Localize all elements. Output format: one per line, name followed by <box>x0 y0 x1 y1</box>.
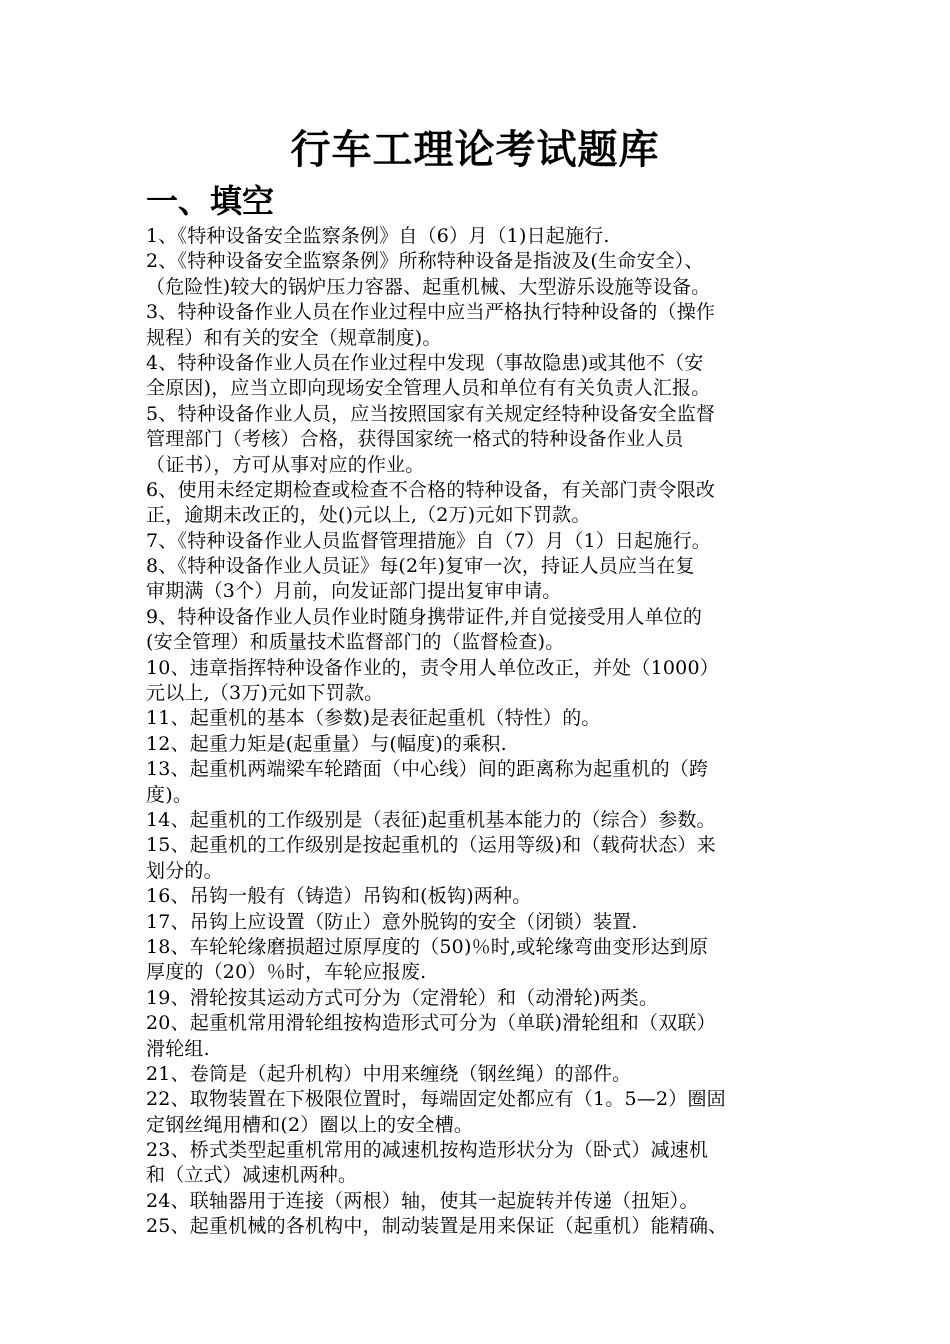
question-line: （证书），方可从事对应的作业。 <box>146 453 425 476</box>
question-line: 度)。 <box>146 783 193 806</box>
question-line: 6、使用未经定期检查或检查不合格的特种设备，有关部门责令限改 <box>146 478 716 501</box>
question-item <box>146 732 806 757</box>
question-item <box>146 529 806 554</box>
question-item <box>146 833 806 884</box>
question-item <box>146 1189 806 1214</box>
question-line: 8、《特种设备作业人员证》每(2年)复审一次，持证人员应当在复 <box>146 555 695 578</box>
question-line: 全原因)，应当立即向现场安全管理人员和单位有有关负责人汇报。 <box>146 377 711 400</box>
question-line: 审期满（3个）月前，向发证部门提出复审申请。 <box>146 580 562 603</box>
question-item <box>146 1138 806 1189</box>
question-line: 10、违章指挥特种设备作业的，责令用人单位改正，并处（1000） <box>146 656 719 679</box>
question-item <box>146 808 806 833</box>
question-line: 正，逾期未改正的，处()元以上,（2万)元如下罚款。 <box>146 504 591 527</box>
question-item <box>146 656 806 707</box>
question-line: 22、取物装置在下极限位置时，每端固定处都应有（1。5—2）圈固 <box>146 1088 726 1111</box>
question-line: 11、起重机的基本（参数)是表征起重机（特性）的。 <box>146 707 601 730</box>
question-item <box>146 884 806 909</box>
question-line: 18、车轮轮缘磨损超过原厚度的（50)％时,或轮缘弯曲变形达到原 <box>146 935 709 958</box>
question-line: 14、起重机的工作级别是（表征)起重机基本能力的（综合）参数。 <box>146 808 716 831</box>
question-item <box>146 249 806 300</box>
question-item <box>146 402 806 478</box>
question-item <box>146 935 806 986</box>
question-item <box>146 224 806 249</box>
question-item <box>146 605 806 656</box>
question-line: 20、起重机常用滑轮组按构造形式可分为（单联)滑轮组和（双联） <box>146 1012 716 1035</box>
question-line: 9、特种设备作业人员作业时随身携带证件,并自觉接受用人单位的 <box>146 605 703 628</box>
question-line: 16、吊钩一般有（铸造）吊钩和(板钩)两种。 <box>146 885 532 908</box>
question-line: 23、桥式类型起重机常用的减速机按构造形状分为（卧式）减速机 <box>146 1139 709 1162</box>
question-line: 13、起重机两端梁车轮踏面（中心线）间的距离称为起重机的（跨 <box>146 758 709 781</box>
question-item <box>146 351 806 402</box>
question-line: 2、《特种设备安全监察条例》所称特种设备是指波及(生命安全）、 <box>146 250 704 273</box>
question-line: 划分的。 <box>146 859 223 882</box>
question-line: 和（立式）减速机两种。 <box>146 1164 358 1187</box>
question-item <box>146 986 806 1011</box>
question-line: 19、滑轮按其运动方式可分为（定滑轮）和（动滑轮)两类。 <box>146 986 659 1009</box>
question-item <box>146 706 806 731</box>
question-line: 15、起重机的工作级别是按起重机的（运用等级)和（载荷状态）来 <box>146 834 716 857</box>
question-line: 厚度的（20）％时，车轮应报废. <box>146 961 427 984</box>
question-item <box>146 1214 806 1239</box>
question-line: 21、卷筒是（起升机构）中用来缠绕（钢丝绳）的部件。 <box>146 1062 632 1085</box>
question-line: 7、《特种设备作业人员监督管理措施》自（7）月（1）日起施行。 <box>146 529 711 552</box>
question-line: 规程）和有关的安全（规章制度)。 <box>146 326 442 349</box>
question-line: 17、吊钩上应设置（防止）意外脱钩的安全（闭锁）装置. <box>146 910 638 933</box>
document-title: 行车工理论考试题库 <box>290 126 660 173</box>
question-line: （危险性)较大的锅炉压力容器、起重机械、大型游乐设施等设备。 <box>146 275 711 298</box>
question-line: 滑轮组. <box>146 1037 210 1060</box>
question-line: 24、联轴器用于连接（两根）轴，使其一起旋转并传递（扭矩）。 <box>146 1189 699 1212</box>
question-item <box>146 1087 806 1138</box>
question-line: 12、起重力矩是(起重量）与(幅度)的乘积. <box>146 732 507 755</box>
section-heading: 一、填空 <box>146 182 275 220</box>
question-item <box>146 1062 806 1087</box>
question-line: 4、特种设备作业人员在作业过程中发现（事故隐患)或其他不（安 <box>146 351 704 374</box>
question-line: 5、特种设备作业人员，应当按照国家有关规定经特种设备安全监督 <box>146 402 716 425</box>
question-line: 元以上,（3万)元如下罚款。 <box>146 682 384 705</box>
question-line: 3、特种设备作业人员在作业过程中应当严格执行特种设备的（操作 <box>146 301 716 324</box>
question-item <box>146 757 806 808</box>
question-item <box>146 554 806 605</box>
question-item <box>146 1011 806 1062</box>
question-list <box>146 224 806 1240</box>
question-line: 管理部门（考核）合格，获得国家统一格式的特种设备作业人员 <box>146 428 684 451</box>
question-item <box>146 910 806 935</box>
question-line: (安全管理）和质量技术监督部门的（监督检查)。 <box>146 631 565 654</box>
question-line: 25、起重机械的各机构中，制动装置是用来保证（起重机）能精确、 <box>146 1215 728 1238</box>
question-item <box>146 478 806 529</box>
question-line: 1、《特种设备安全监察条例》自（6）月（1)日起施行. <box>146 225 610 247</box>
question-item <box>146 300 806 351</box>
question-line: 定钢丝绳用槽和(2）圈以上的安全槽。 <box>146 1113 474 1136</box>
